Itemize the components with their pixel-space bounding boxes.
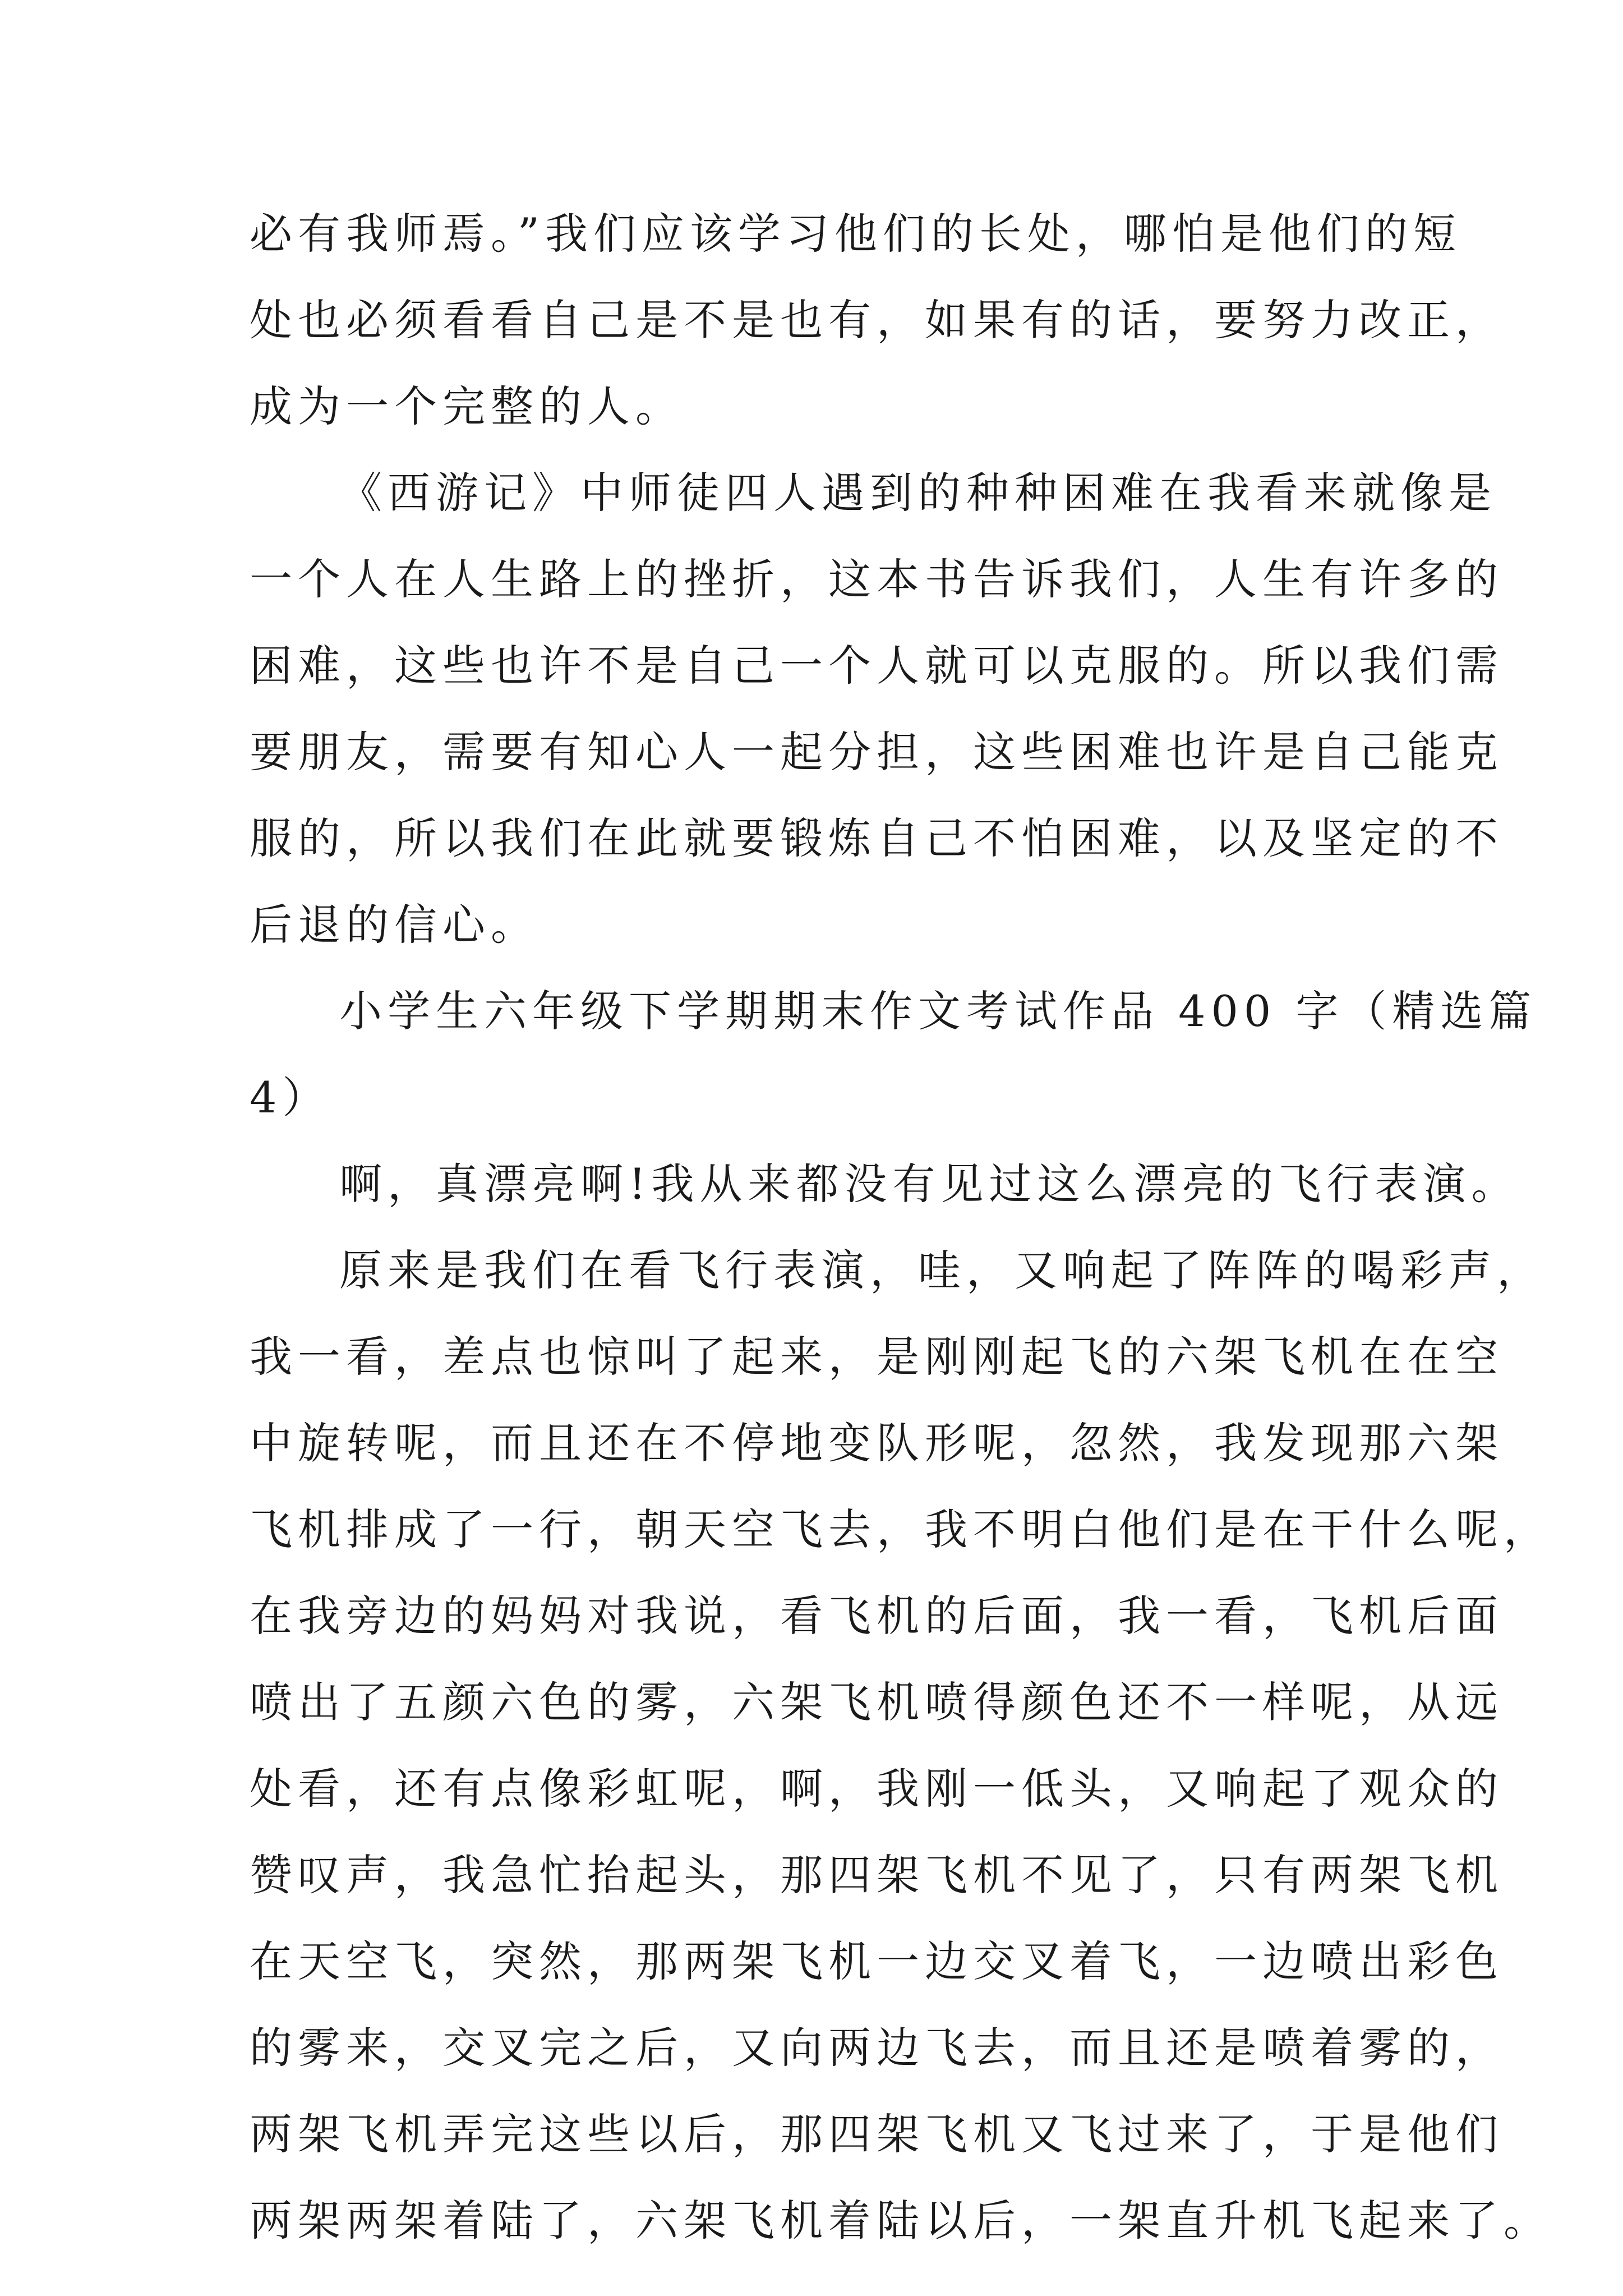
text-line: 成为一个完整的人。 bbox=[250, 381, 684, 431]
document-body bbox=[250, 191, 1552, 2264]
text-line: 飞机排成了一行，朝天空飞去，我不明白他们是在干什么呢， bbox=[250, 1504, 1552, 1554]
text-line: 在我旁边的妈妈对我说，看飞机的后面，我一看，飞机后面 bbox=[250, 1591, 1504, 1641]
text-line: 后退的信心。 bbox=[250, 900, 539, 950]
text-line: 两架两架着陆了，六架飞机着陆以后，一架直升机飞起来了。 bbox=[250, 2196, 1552, 2246]
text-line: 困难，这些也许不是自己一个人就可以克服的。所以我们需 bbox=[250, 641, 1504, 691]
text-line: 4） bbox=[250, 1073, 331, 1122]
text-line: 小学生六年级下学期期末作文考试作品 400 字（精选篇 bbox=[339, 986, 1537, 1036]
text-line: 两架飞机弄完这些以后，那四架飞机又飞过来了，于是他们 bbox=[250, 2109, 1504, 2159]
text-line: 在天空飞，突然，那两架飞机一边交叉着飞，一边喷出彩色 bbox=[250, 1936, 1504, 1986]
text-line: 必有我师焉。”我们应该学习他们的长处，哪怕是他们的短 bbox=[250, 209, 1461, 259]
text-line: 赞叹声，我急忙抬起头，那四架飞机不见了，只有两架飞机 bbox=[250, 1850, 1504, 1900]
text-line: 一个人在人生路上的挫折，这本书告诉我们，人生有许多的 bbox=[250, 554, 1504, 604]
text-line: 处也必须看看自己是不是也有，如果有的话，要努力改正， bbox=[250, 295, 1504, 345]
text-line: 啊，真漂亮啊!我从来都没有见过这么漂亮的飞行表演。 bbox=[339, 1159, 1520, 1209]
text-line: 原来是我们在看飞行表演，哇，又响起了阵阵的喝彩声， bbox=[339, 1245, 1545, 1295]
text-line: 要朋友，需要有知心人一起分担，这些困难也许是自己能克 bbox=[250, 727, 1504, 777]
text-line: 的雾来，交叉完之后，又向两边飞去，而且还是喷着雾的， bbox=[250, 2023, 1504, 2073]
text-line: 处看，还有点像彩虹呢，啊，我刚一低头，又响起了观众的 bbox=[250, 1764, 1504, 1814]
text-line: 《西游记》中师徒四人遇到的种种困难在我看来就像是 bbox=[339, 468, 1497, 518]
text-line: 服的，所以我们在此就要锻炼自己不怕困难，以及坚定的不 bbox=[250, 813, 1504, 863]
text-line: 我一看，差点也惊叫了起来，是刚刚起飞的六架飞机在在空 bbox=[250, 1332, 1504, 1382]
text-line: 喷出了五颜六色的雾，六架飞机喷得颜色还不一样呢，从远 bbox=[250, 1677, 1504, 1727]
text-line: 中旋转呢，而且还在不停地变队形呢，忽然，我发现那六架 bbox=[250, 1418, 1504, 1468]
